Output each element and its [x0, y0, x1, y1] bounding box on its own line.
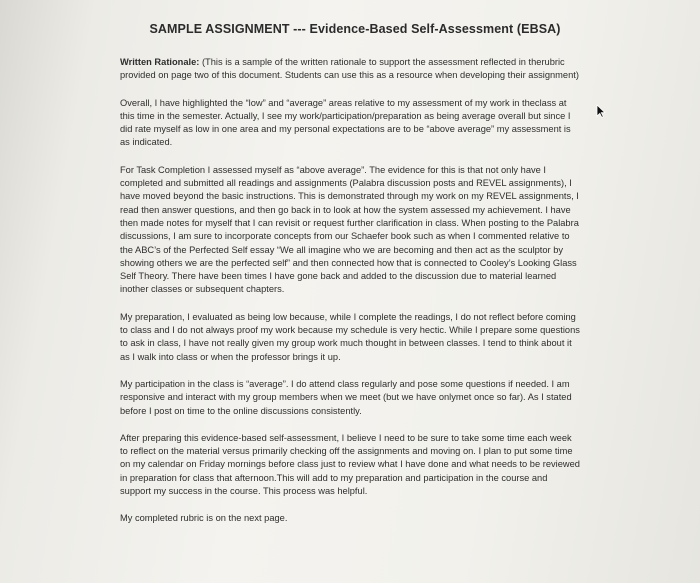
participation-paragraph: My participation in the class is “average”. I do attend class regularly and pose some questions if needed. I am responsive and interact with my group members when we meet (but we have onlymet once so far). As I stated before I post on time to the online discussions consistently.: [120, 378, 572, 416]
overall-paragraph: Overall, I have highlighted the “low” and “average” areas relative to my assessment of my work in theclass at this time in the semester. Actually, I see my work/participation/preparation as being average overall but since I did rate myself as low in one area and my personal expectations are to be “above average” my assessment is as indicated.: [120, 97, 571, 148]
rationale-paragraph: [120, 56, 580, 83]
document-body: [120, 22, 580, 540]
reflection-paragraph: After preparing this evidence-based self-assessment, I believe I need to be sure to take some time each week to reflect on the material versus primarily checking off the assignments and moving on. I plan to put some time on my calendar on Friday mornings before class just to review what I have done and what needs to be reviewed in preparation for class that afternoon.This will add to my preparation and participation in the course and support my success in the course. This process was helpful.: [120, 432, 580, 497]
preparation-paragraph: My preparation, I evaluated as being low because, while I complete the readings, I do not reflect before coming to class and I do not always proof my work because my schedule is very hectic. While I prepare some questions to ask in class, I have not really given my group work much thought in between classes. I tend to think about it as I walk into class or when the professor brings it up.: [120, 311, 580, 362]
document-title: SAMPLE ASSIGNMENT --- Evidence-Based Self-Assessment (EBSA): [149, 22, 561, 36]
rationale-text: (This is a sample of the written rationale to support the assessment reflected in therubric provided on page two of this document. Students can use this as a resource when developing their assignment): [120, 57, 579, 81]
task-completion-paragraph: For Task Completion I assessed myself as “above average”. The evidence for this is that not only have I completed and submitted all readings and assignments (Palabra discussion posts and REVEL assignments), I have moved beyond the basic instructions. This is demonstrated through my work on my REVEL assignments, I read then answer questions, and then go back in to look at how the system assessed my achievement. I have then made notes for myself that I can revisit or request further clarification in class. When posting to the Palabra discussions, I am sure to incorporate concepts from our Schaefer book such as when I commented relative to the ABC’s of the Perfected Self essay “We all imagine who we are becoming and then act as the sculptor by showing others we are the perfected self” and then connected how that is connected to Cooley’s Looking Glass Self Theory. There have been times I have gone back and added to the discussion due to material learned inother classes or subsequent chapters.: [120, 164, 579, 295]
rubric-note-paragraph: My completed rubric is on the next page.: [120, 513, 288, 524]
rationale-label: Written Rationale:: [120, 57, 200, 67]
arrow-cursor-icon: [596, 104, 606, 118]
